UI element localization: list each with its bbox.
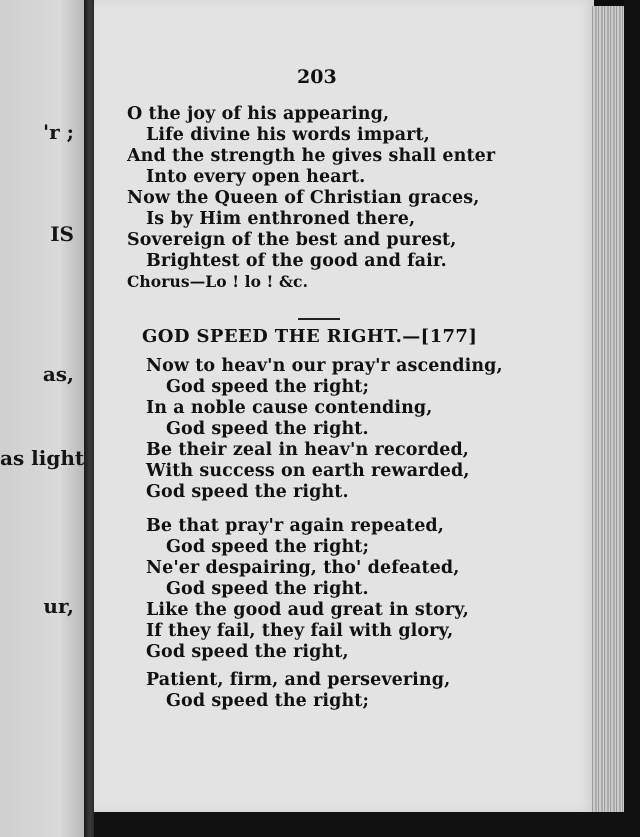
verse-line: And the strength he gives shall enter	[127, 146, 496, 166]
verse-line: God speed the right;	[166, 377, 370, 397]
background-right	[624, 0, 640, 837]
verse-line: Be their zeal in heav'n recorded,	[146, 440, 469, 460]
verse-line: God speed the right;	[166, 691, 370, 711]
verse-line: God speed the right.	[146, 482, 349, 502]
section-divider	[298, 318, 340, 320]
verse-line: Is by Him enthroned there,	[146, 209, 416, 229]
verse-line: God speed the right.	[166, 579, 369, 599]
page-number: 203	[297, 66, 337, 88]
left-fragment: 'r ;	[42, 120, 74, 144]
left-fragment: as light	[0, 446, 84, 470]
verse-line: If they fail, they fail with glory,	[146, 621, 454, 641]
verse-line: Into every open heart.	[146, 167, 366, 187]
verse-line: God speed the right;	[166, 537, 370, 557]
verse-line: With success on earth rewarded,	[146, 461, 470, 481]
verse-line: Be that pray'r again repeated,	[146, 516, 444, 536]
left-fragment: as,	[42, 362, 74, 386]
left-fragment: IS	[50, 222, 74, 246]
hymn-title: GOD SPEED THE RIGHT.—[177]	[142, 326, 478, 347]
verse-line: Brightest of the good and fair.	[146, 251, 447, 271]
verse-line: Now the Queen of Christian graces,	[127, 188, 480, 208]
verse-line: God speed the right.	[166, 419, 369, 439]
verse-line: God speed the right,	[146, 642, 349, 662]
verse-line: O the joy of his appearing,	[127, 104, 390, 124]
verse-line: Like the good aud great in story,	[146, 600, 469, 620]
verse-line: Ne'er despairing, tho' defeated,	[146, 558, 460, 578]
verse-line: In a noble cause contending,	[146, 398, 433, 418]
facing-page-left	[0, 0, 84, 837]
background-bottom	[94, 812, 624, 837]
verse-line: Sovereign of the best and purest,	[127, 230, 457, 250]
verse-line: Life divine his words impart,	[146, 125, 430, 145]
left-fragment: ur,	[43, 594, 74, 618]
verse-line: Now to heav'n our pray'r ascending,	[146, 356, 503, 376]
verse-line: Patient, firm, and persevering,	[146, 670, 451, 690]
chorus-line: Chorus—Lo ! lo ! &c.	[127, 272, 309, 291]
page-stack-edge	[592, 6, 624, 818]
